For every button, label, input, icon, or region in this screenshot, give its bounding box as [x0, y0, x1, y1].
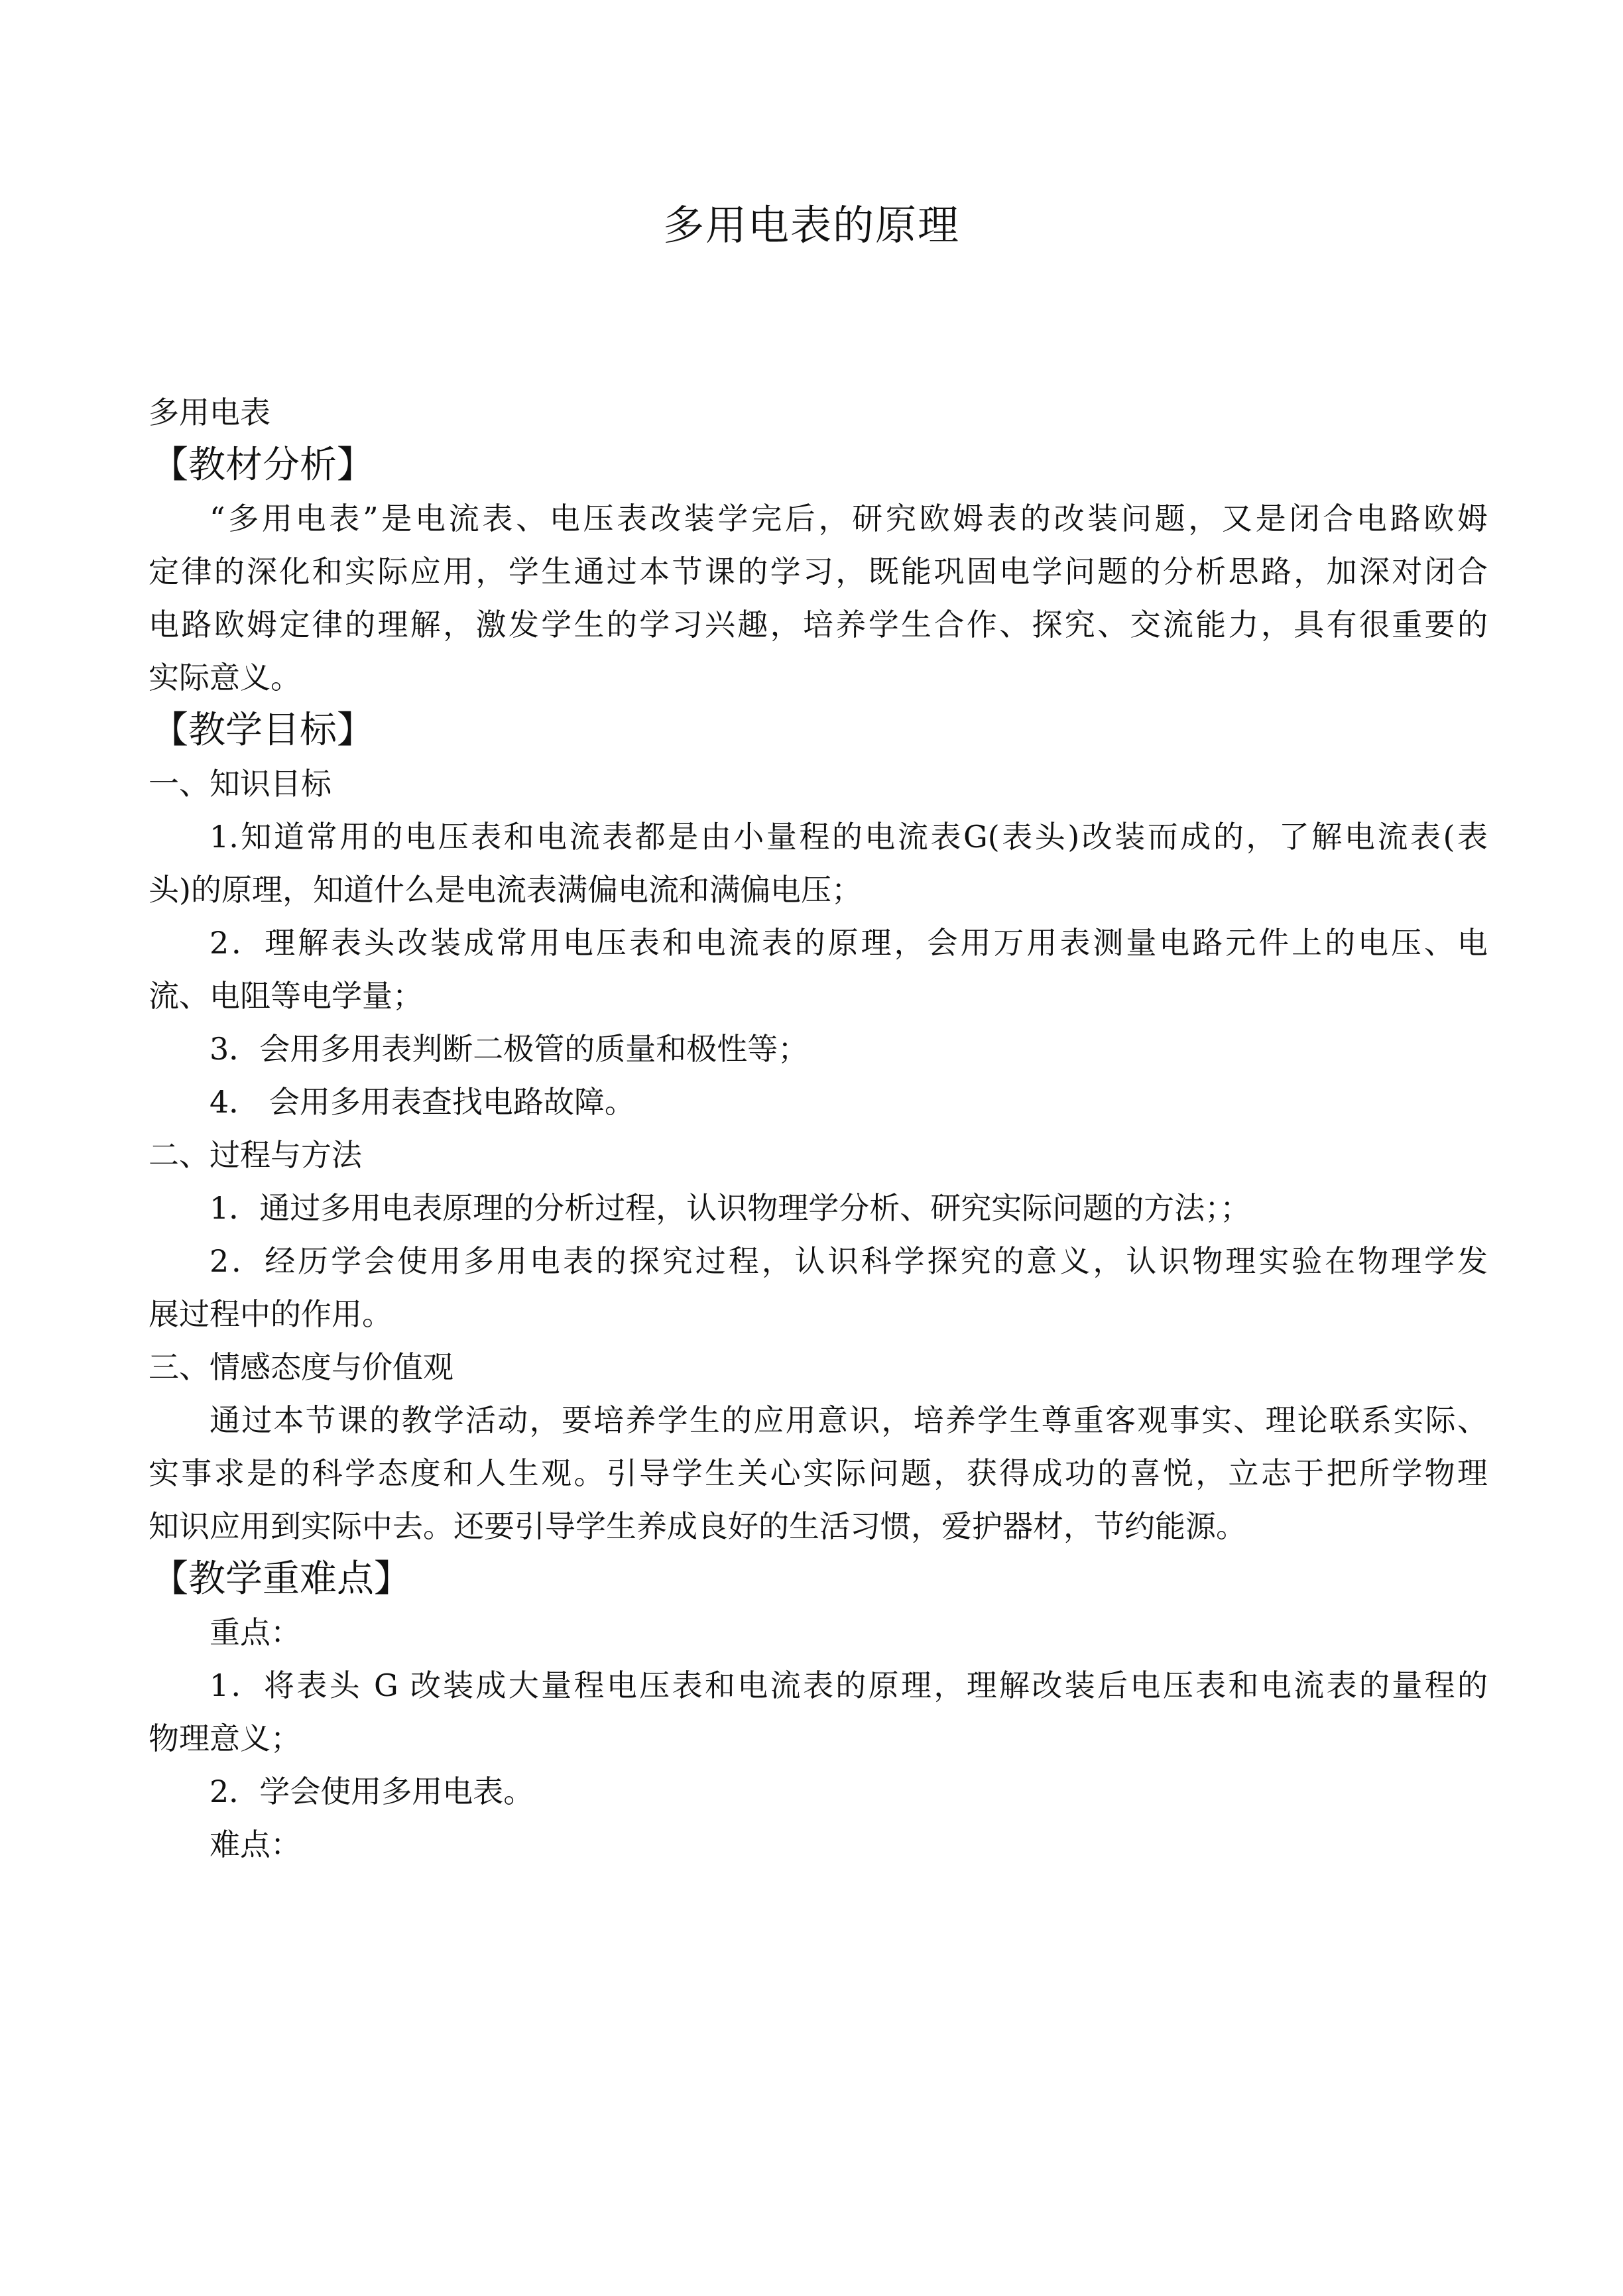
key-line-3: 2．学会使用多用电表。 — [210, 1774, 534, 1809]
emotion-heading: 三、情感态度与价值观 — [149, 1349, 453, 1385]
key-line-2: 物理意义； — [149, 1721, 301, 1756]
process-line-1: 1．通过多用电表原理的分析过程，认识物理学分析、研究实际问题的方法；； — [210, 1190, 1251, 1226]
key-label: 重点： — [210, 1614, 301, 1650]
emotion-line-2: 实事求是的科学态度和人生观。引导学生关心实际问题，获得成功的喜悦，立志于把所学物理 — [149, 1455, 1488, 1491]
goals-heading: 【教学目标】 — [151, 709, 374, 752]
emotion-line-1: 通过本节课的教学活动，要培养学生的应用意识，培养学生尊重客观事实、理论联系实际、 — [210, 1402, 1488, 1438]
subject-label: 多用电表 — [149, 394, 270, 430]
knowledge-heading: 一、知识目标 — [149, 766, 331, 802]
process-line-2: 2．经历学会使用多用电表的探究过程，认识科学探究的意义，认识物理实验在物理学发 — [210, 1243, 1488, 1279]
document-body — [149, 386, 1488, 1871]
knowledge-line-3: 2．理解表头改装成常用电压表和电流表的原理，会用万用表测量电路元件上的电压、电 — [210, 925, 1488, 961]
key-line-1: 1．将表头 G 改装成大量程电压表和电流表的原理，理解改装后电压表和电流表的量程的 — [210, 1667, 1488, 1703]
knowledge-line-1: 1.知道常用的电压表和电流表都是由小量程的电流表G(表头)改装而成的，了解电流表(表 — [210, 819, 1488, 855]
hard-label: 难点： — [210, 1827, 301, 1862]
knowledge-line-2: 头)的原理，知道什么是电流表满偏电流和满偏电压； — [149, 872, 862, 908]
analysis-line-1: “多用电表”是电流表、电压表改装学完后，研究欧姆表的改装问题，又是闭合电路欧姆 — [210, 501, 1488, 536]
analysis-line-3: 电路欧姆定律的理解，激发学生的学习兴趣，培养学生合作、探究、交流能力，具有很重要的 — [149, 607, 1488, 642]
knowledge-line-4: 流、电阻等电学量； — [149, 978, 423, 1014]
knowledge-line-6: 4． 会用多用表查找电路故障。 — [210, 1084, 635, 1120]
knowledge-line-5: 3．会用多用表判断二极管的质量和极性等； — [210, 1031, 809, 1067]
emotion-line-3: 知识应用到实际中去。还要引导学生养成良好的生活习惯，爱护器材，节约能源。 — [149, 1508, 1246, 1544]
analysis-heading: 【教材分析】 — [151, 444, 374, 487]
analysis-line-4: 实际意义。 — [149, 660, 301, 695]
document-title: 多用电表的原理 — [662, 201, 960, 249]
process-heading: 二、过程与方法 — [149, 1137, 362, 1173]
difficulty-heading: 【教学重难点】 — [151, 1557, 411, 1601]
analysis-line-2: 定律的深化和实际应用，学生通过本节课的学习，既能巩固电学问题的分析思路，加深对闭合 — [149, 554, 1488, 589]
process-line-3: 展过程中的作用。 — [149, 1296, 392, 1332]
